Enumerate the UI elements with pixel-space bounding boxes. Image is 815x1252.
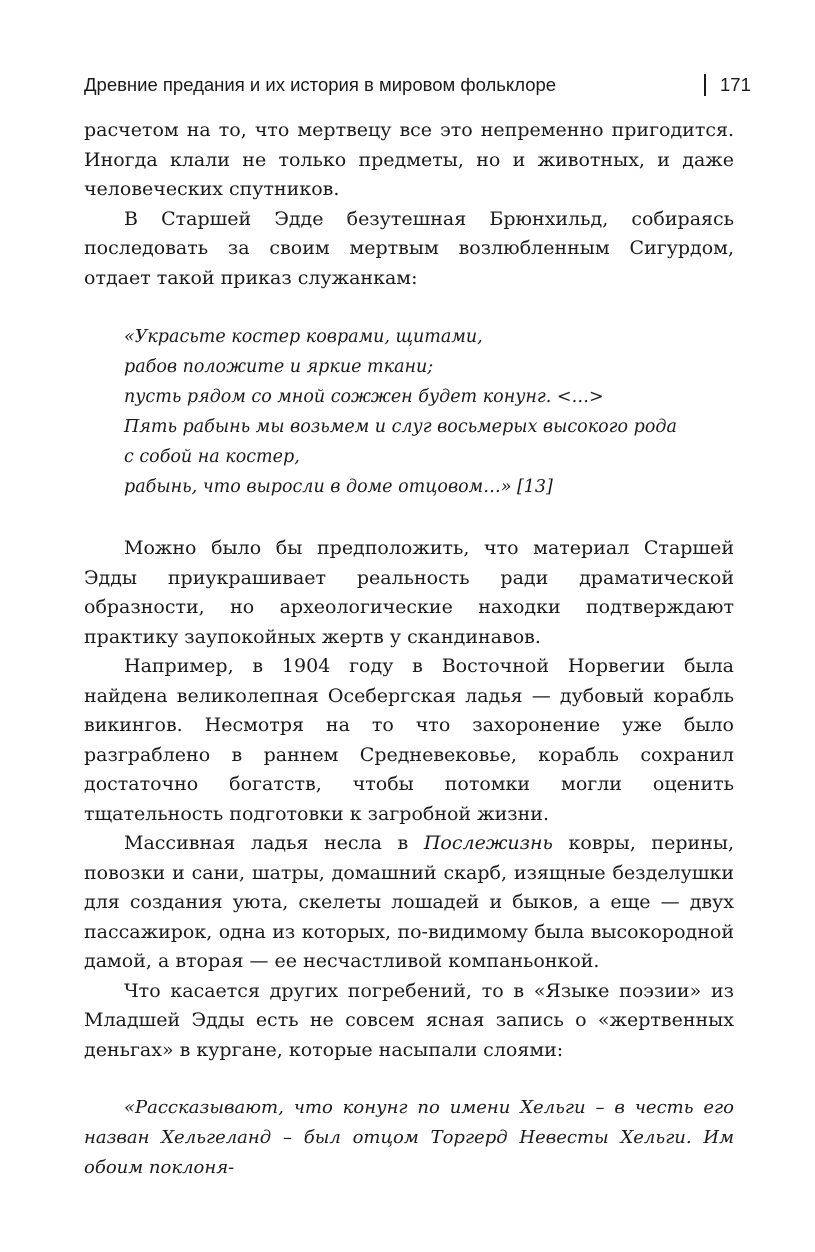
page-body: [84, 116, 734, 1183]
poem-line: «Украсьте костер коврами, щитами,: [124, 327, 483, 347]
running-header-title: Древние предания и их история в мировом фольклоре: [84, 74, 557, 95]
poem-line: Пять рабынь мы возьмем и слуг восьмерых высокого рода: [124, 417, 677, 437]
poem-quote: [124, 322, 734, 502]
paragraph-younger-edda: Что касается других погребений, то в «Языке поэзии» из Младшей Эдды есть не совсем ясная запись о «жертвенных деньгах» в кургане, которые насыпали слоями:: [84, 979, 734, 1061]
paragraph-text: ковры, перины, повозки и сани, шатры, домашний скарб, изящные безделушки для создания уюта, скелеты лошадей и быков, а еще — двух пассажирок, одна из которых, по-видимому была высокородной дамой, а вторая — ее несчастливой компаньонкой.: [84, 832, 734, 972]
running-header: [84, 70, 751, 100]
poem-line: с собой на костер,: [124, 447, 300, 467]
prose-quote: «Рассказывают, что конунг по имени Хельги – в честь его назван Хельгеланд – был отцом Торгерд Невесты Хельги. Им обоим поклоня-: [84, 1097, 734, 1178]
paragraph-brynhild: В Старшей Эдде безутешная Брюнхильд, собираясь последовать за своим мертвым возлюбленным Сигурдом, отдает такой приказ служанкам:: [84, 207, 734, 289]
poem-line: рабынь, что выросли в доме отцовом…» [13]: [124, 477, 553, 497]
paragraph-text: Массивная ладья несла в: [124, 832, 424, 854]
paragraph-archaeology: Можно было бы предположить, что материал Старшей Эдды приукрашивает реальность ради драматической образности, но археологические находки подтверждают практику заупокойных жертв у скандинавов.: [84, 537, 734, 648]
page-number: 171: [720, 74, 751, 95]
italic-term: Послежизнь: [423, 832, 553, 854]
poem-line: рабов положите и яркие ткани;: [124, 357, 434, 377]
header-divider: [704, 74, 706, 96]
paragraph-ship-contents: [84, 829, 734, 977]
paragraph-continued: расчетом на то, что мертвецу все это непременно пригодится. Иногда клали не только предметы, но и животных, и даже человеческих спутников.: [84, 119, 734, 200]
paragraph-oseberg: Например, в 1904 году в Восточной Норвегии была найдена великолепная Осебергская ладья — дубовый корабль викингов. Несмотря на то что захоронение уже было разграблено в раннем Средневековье, корабль сохранил достаточно богатств, чтобы потомки могли оценить тщательность подготовки к загробной жизни.: [84, 655, 734, 825]
poem-line: пусть рядом со мной сожжен будет конунг. <…>: [124, 387, 604, 407]
